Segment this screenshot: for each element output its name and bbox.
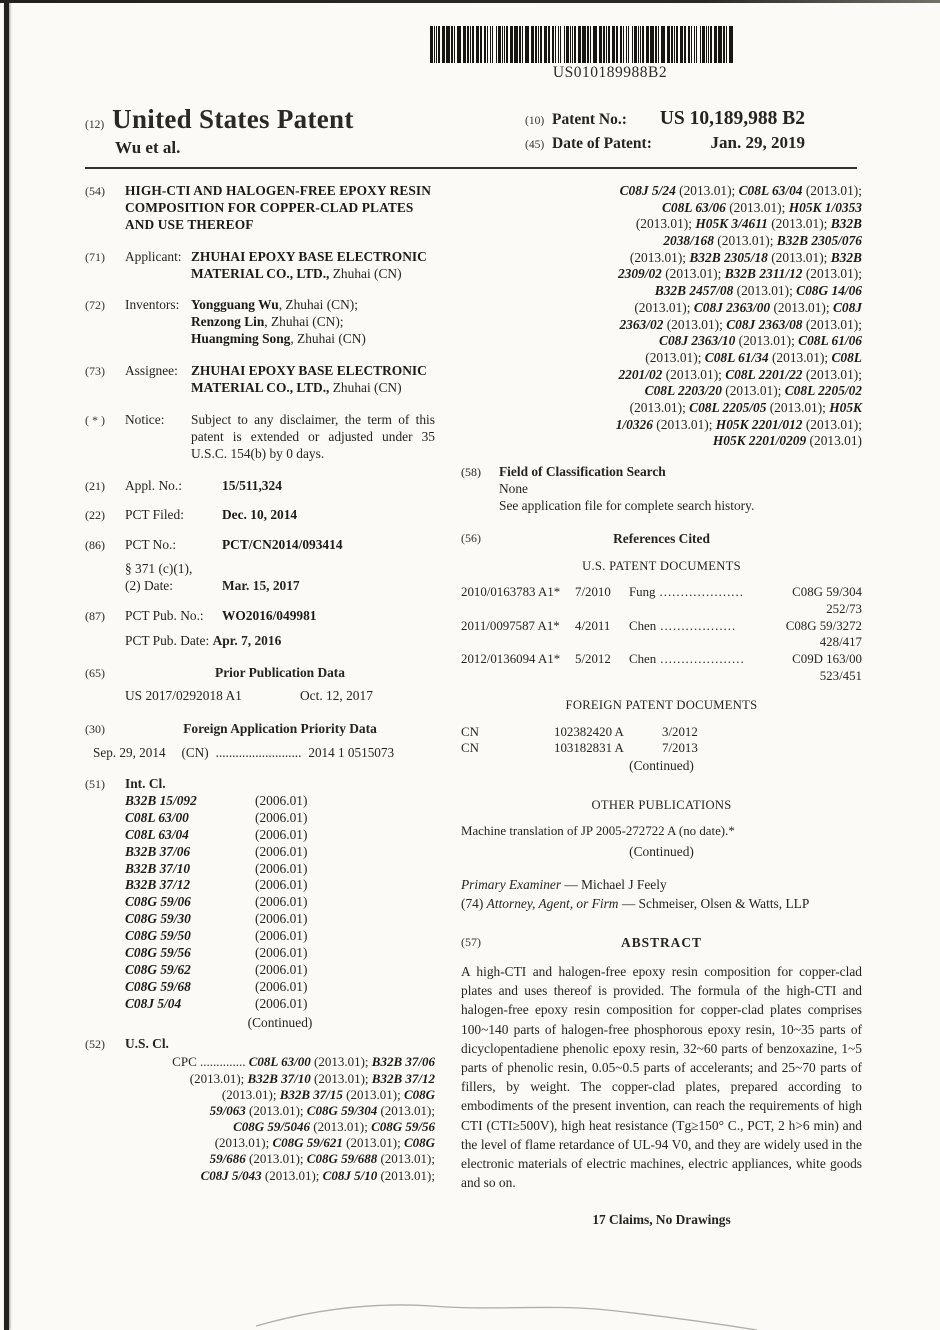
cpc-line: 2363/02 (2013.01); C08J 2363/08 (2013.01); [619,316,862,332]
int-cl-entry: B32B 37/06 (2006.01) [125,843,308,859]
field-of-search-note: See application file for complete search history. [499,497,755,513]
applicant-tag: (71) [85,249,105,264]
cpc-line: B32B 2457/08 (2013.01); C08G 14/06 [654,283,862,299]
notice-text: Subject to any disclaimer, the term of this patent is extended or adjusted under 35 U.S.C. 154(b) by 0 days. [191,411,435,461]
prior-pub-data: US 2017/0292018 A1 Oct. 12, 2017 [125,687,373,703]
assignee-value: ZHUHAI EPOXY BASE ELECTRONIC MATERIAL CO., LTD., Zhuhai (CN) [191,363,427,396]
371-line: § 371 (c)(1), [125,561,193,577]
cpc-line: 2309/02 (2013.01); B32B 2311/12 (2013.01); [617,266,862,282]
int-cl-entry: C08L 63/04 (2006.01) [125,826,308,842]
appl-no-row: (21) Appl. No.: 15/511,324 [85,477,282,493]
inventor-line: Huangming Song, Zhuhai (CN) [191,331,366,347]
cpc-line: (2013.01); C08G 59/621 (2013.01); C08G [214,1135,435,1151]
int-cl-entry: C08L 63/00 (2006.01) [125,809,308,825]
int-cl-entry: C08J 5/04 (2006.01) [125,995,308,1011]
kind-code-tag: (12) [85,119,105,131]
applicant-value: ZHUHAI EPOXY BASE ELECTRONIC MATERIAL CO., LTD., Zhuhai (CN) [191,248,427,281]
cpc-line: 1/0326 (2013.01); H05K 2201/012 (2013.01); [615,416,862,432]
cpc-line: CPC .............. C08L 63/00 (2013.01); B32B 37/06 [172,1054,435,1070]
field-of-search-heading: Field of Classification Search [499,464,666,479]
field-of-search-none: None [499,480,529,496]
int-cl-entry: B32B 15/092 (2006.01) [125,793,308,808]
assignee-section [85,363,435,397]
attorney-line: (74) Attorney, Agent, or Firm — Schmeiser, Olsen & Watts, LLP [461,896,810,912]
pct-pub-date-line: PCT Pub. Date: Apr. 7, 2016 [125,632,282,648]
int-cl-entry: C08G 59/50 (2006.01) [125,928,308,944]
other-publication-entry: Machine translation of JP 2005-272722 A (no date).* [461,824,735,839]
date-of-patent: Jan. 29, 2019 [710,133,805,152]
appl-no-value: 15/511,324 [222,477,282,493]
cpc-continuation [461,183,862,450]
foreign-patent-documents-heading: FOREIGN PATENT DOCUMENTS [565,697,758,712]
title-section [85,183,435,234]
pct-pub-no-label: PCT Pub. No.: [125,608,204,624]
claims-note: 17 Claims, No Drawings [592,1211,731,1227]
references-cited-heading-row: (56) References Cited [461,531,862,548]
prior-pub-heading: Prior Publication Data [215,664,345,680]
inventor-line: Yongguang Wu, Zhuhai (CN); [191,297,358,313]
patent-number: US 10,189,988 B2 [659,108,805,129]
cpc-line: 59/063 (2013.01); C08G 59/304 (2013.01); [209,1102,435,1118]
assignee-tag: (73) [85,364,105,379]
patent-no-tag: (10) [525,115,545,127]
int-cl-entry: C08G 59/62 (2006.01) [125,961,308,977]
pct-filed-row: (22) PCT Filed: Dec. 10, 2014 [85,507,298,523]
cpc-line: C08J 5/043 (2013.01); C08J 5/10 (2013.01); [200,1167,435,1183]
applicant-section [85,249,435,283]
int-cl-entry: C08G 59/68 (2006.01) [125,978,308,994]
inventors-tag: (72) [85,298,105,313]
left-column [85,183,435,1229]
right-column [461,183,862,1229]
cpc-line: C08L 63/06 (2013.01); H05K 1/0353 [661,199,862,215]
cpc-line: H05K 2201/0209 (2013.01) [712,433,862,449]
foreign-patent-reference: CN 103182831 A 7/2013 [461,741,698,756]
primary-examiner-line: Primary Examiner — Michael J Feely [461,877,667,893]
cpc-line: (2013.01); C08L 2205/05 (2013.01); H05K [629,399,862,415]
cpc-line: C08G 59/5046 (2013.01); C08G 59/56 [233,1119,435,1135]
abstract-text: A high-CTI and halogen-free epoxy resin composition for copper-clad plates and uses thereof is provided. The formula of the high-CTI and halogen-free epoxy resin composition for copper-clad plates comprises 100~140 parts of halogen-free phosphorous epoxy resin, 10~35 parts of dicyclopentadiene phenolic epoxy resin, 32~60 parts of benzoxazine, 1~5 parts of phenolic resin, 0.05~0.5 parts of accelerants; and 25~70 parts of fillers, by weight. The copper-clad plates, prepared according to embodiments of the present invention, can reach the requirements of high CTI (CTI≥500V), high heat resistance (Tg≥150° C., PCT, 2 h>6 min) and the level of flame retardance of UL-94 V0, and they are widely used in the electronic materials of electric machines, electric appliances, white goods and so on. [461,963,862,1191]
two-column-body [0,183,940,1229]
other-publications-heading: OTHER PUBLICATIONS [591,798,732,813]
cpc-line: C08L 2203/20 (2013.01); C08L 2205/02 [644,383,862,399]
int-cl-continued: (Continued) [247,1014,313,1030]
scan-bottom-artifact [252,1286,762,1330]
us-patent-reference: 2011/0097587 A1* 4/2011 Chen .................. C08G 59/3272 428/417 [461,618,862,650]
pct-pub-block: (87) PCT Pub. No.: WO2016/049981 PCT Pub. Date: Apr. 7, 2016 [85,608,435,650]
int-cl-entry: C08G 59/30 (2006.01) [125,911,308,927]
pct-no-label: PCT No.: [125,537,177,553]
cpc-lines [125,1054,435,1183]
foreign-priority-heading: Foreign Application Priority Data [183,720,377,736]
us-patent-documents-list [461,584,862,684]
cpc-line: C08J 2363/10 (2013.01); C08L 61/06 [659,333,862,349]
notice-section [85,412,435,463]
other-pubs-continued: (Continued) [629,844,694,860]
inventors-section [85,297,435,348]
barcode-bars [430,26,740,63]
barcode [430,26,742,82]
cpc-line: (2013.01); B32B 37/15 (2013.01); C08G [221,1086,435,1102]
us-patent-reference: 2010/0163783 A1* 7/2010 Fung .................... C08G 59/304 252/73 [461,585,862,616]
foreign-priority-data: Sep. 29, 2014 (CN) .......................... 2014 1 0515073 [93,745,395,761]
int-cl-entry: B32B 37/10 (2006.01) [125,860,308,876]
us-cl-heading: U.S. Cl. [125,1036,169,1052]
int-cl-list [125,793,435,1013]
title-tag: (54) [85,184,105,198]
pct-pub-no-value: WO2016/049981 [222,608,317,624]
cpc-line: (2013.01); B32B 2305/18 (2013.01); B32B [629,249,862,265]
abstract-heading: ABSTRACT [621,934,702,950]
assignee-label: Assignee: [125,363,178,379]
date-of-patent-label: Date of Patent: [552,135,652,152]
patent-header [0,104,940,158]
cpc-line: (2013.01); H05K 3/4611 (2013.01); B32B [635,216,862,232]
header-rule [85,167,857,169]
header-left [85,104,354,158]
notice-tag: ( * ) [85,412,105,427]
document-type: United States Patent [112,104,354,134]
field-of-search-section: (58) Field of Classification Search None See application file for complete search history. [461,464,755,513]
us-cl-section: (52) U.S. Cl. CPC .............. C08L 63/00 (2013.01); B32B 37/06 (2013.01); B32B 37/10 (2013.01); B32B 37/12 (2013.01); B32B 37/15 (2013.01); C08G 59/063 (2013.01); C08G 59/304 (2013.01); C08G 59/5046 (2013.01); C08G 59/56 (2013.01); C08G 59/621 (2013.01); C08G 59/686 (2013.01); C08G 59/688 (2013.01); C08J 5/043 (2013.01); C08J 5/10 (2013.01); [85,1036,435,1183]
applicant-label: Applicant: [125,248,182,264]
pct-filed-value: Dec. 10, 2014 [222,507,298,523]
foreign-patent-documents-list [461,724,862,757]
foreign-priority-section: (30) Foreign Application Priority Data Sep. 29, 2014 (CN) .......................... 2014 1 0515073 [85,721,435,763]
us-patent-documents-heading: U.S. PATENT DOCUMENTS [582,558,741,573]
cpc-line: (2013.01); C08J 2363/00 (2013.01); C08J [634,299,862,315]
invention-title: HIGH-CTI AND HALOGEN-FREE EPOXY RESIN COMPOSITION FOR COPPER-CLAD PLATES AND USE THEREOF [125,183,432,232]
int-cl-entry: C08G 59/06 (2006.01) [125,894,308,910]
inventors-list [191,297,435,348]
int-cl-entry: C08G 59/56 (2006.01) [125,945,308,961]
references-cited-heading: References Cited [613,530,710,546]
int-cl-entry: B32B 37/12 (2006.01) [125,877,308,893]
cpc-line: 2201/02 (2013.01); C08L 2201/22 (2013.01); [618,366,862,382]
date-tag: (45) [525,139,545,151]
pct-no-block: (86) PCT No.: PCT/CN2014/093414 § 371 (c)(1), (2) Date: Mar. 15, 2017 [85,537,435,595]
cpc-line: C08J 5/24 (2013.01); C08L 63/04 (2013.01); [619,183,862,198]
pct-filed-label: PCT Filed: [125,507,184,523]
abstract-heading-row: (57) ABSTRACT [461,935,862,952]
cpc-line: (2013.01); B32B 37/10 (2013.01); B32B 37/12 [189,1070,435,1086]
scan-top-edge [0,0,940,3]
inventor-line: Renzong Lin, Zhuhai (CN); [191,314,344,330]
us-patent-reference: 2012/0136094 A1* 5/2012 Chen .................... C09D 163/00 523/451 [461,652,862,683]
int-cl-section: (51) Int. Cl. B32B 15/092 (2006.01) C08L 63/00 (2006.01) C08L 63/04 (2006.01) B32B 37/06 (2006.01) B32B 37/10 (2006.01) B32B 37/12 (2006.01) C08G 59/06 (2006.01) C08G 59/30 (2006.01) C08G 59/50 (2006.01) C08G 59/56 (2006.01) C08G 59/62 (2006.01) C08G 59/68 (2006.01) C08J 5/04 (2006.01) (Continued) [85,776,435,1031]
header-right [525,104,860,158]
pct-no-value: PCT/CN2014/093414 [222,537,343,553]
prior-publication-section: (65) Prior Publication Data US 2017/0292018 A1 Oct. 12, 2017 [85,665,435,705]
371-date-line: (2) Date: Mar. 15, 2017 [125,578,300,594]
cpc-line: 2038/168 (2013.01); B32B 2305/076 [663,233,862,249]
appl-no-label: Appl. No.: [125,477,182,493]
barcode-text: US010189988B2 [552,64,668,81]
int-cl-heading: Int. Cl. [125,776,166,792]
foreign-refs-continued: (Continued) [629,758,694,774]
cpc-line: (2013.01); C08L 61/34 (2013.01); C08L [645,349,862,365]
inventor-short-name: Wu et al. [115,138,181,157]
cpc-line: 59/686 (2013.01); C08G 59/688 (2013.01); [209,1151,435,1167]
foreign-patent-reference: CN 102382420 A 3/2012 [461,724,698,739]
notice-label: Notice: [125,411,165,427]
inventors-label: Inventors: [125,297,180,313]
patent-no-label: Patent No.: [552,111,627,128]
